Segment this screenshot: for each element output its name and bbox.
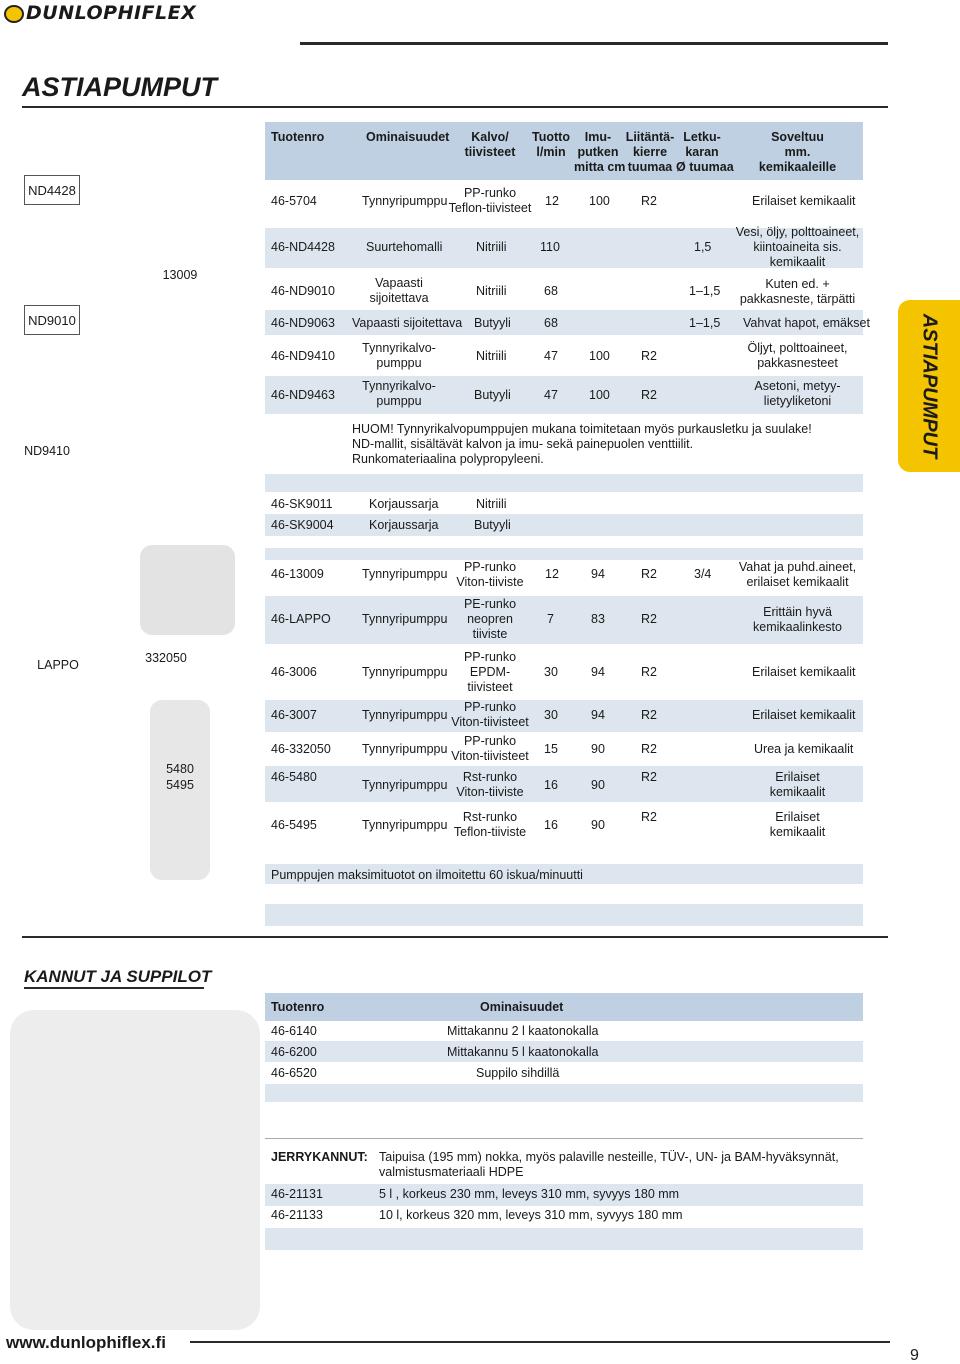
cell-kalvo: PP-runko EPDM- tiivisteet xyxy=(463,650,517,694)
cell-om: Mittakannu 2 l kaatonokalla xyxy=(447,1024,599,1038)
cell-soveltuu: Erilaiset kemikaalit xyxy=(769,770,826,799)
cell-nro: 46-ND4428 xyxy=(271,240,335,254)
col-kalvo: Kalvo/ tiivisteet xyxy=(464,130,516,159)
cell-om: Tynnyripumppu xyxy=(362,742,448,756)
cell-kalvo: Nitriili xyxy=(476,240,507,254)
cell-tuotto: 68 xyxy=(544,316,558,330)
cell-imu: 94 xyxy=(591,665,605,679)
cell-nro: 46-ND9063 xyxy=(271,316,335,330)
model-label-13009: 13009 xyxy=(162,268,198,282)
cell-soveltuu: Erilaiset kemikaalit xyxy=(752,194,856,208)
col-tuotenro: Tuotenro xyxy=(271,130,325,144)
cell-tuotto: 47 xyxy=(544,388,558,402)
cell-nro: 46-5480 xyxy=(271,770,317,784)
cell-soveltuu: Erittäin hyvä kemikaalinkesto xyxy=(753,605,842,634)
cell-kierre: R2 xyxy=(641,708,657,722)
cell-imu: 100 xyxy=(589,349,610,363)
cell-letku: 1–1,5 xyxy=(689,284,721,298)
cell-nro: 46-6140 xyxy=(271,1024,317,1038)
cell-soveltuu: Erilaiset kemikaalit xyxy=(752,665,856,679)
header-rule xyxy=(300,42,888,45)
row-band xyxy=(265,904,863,926)
cell-nro: 46-332050 xyxy=(271,742,331,756)
cell-letku: 1–1,5 xyxy=(689,316,721,330)
cell-om: Suppilo sihdillä xyxy=(476,1066,560,1080)
cell-soveltuu: Vahvat hapot, emäkset xyxy=(743,316,870,330)
cell-tuotto: 16 xyxy=(544,778,558,792)
jerry-description: Taipuisa (195 mm) nokka, myös palaville nesteille, TÜV-, UN- ja BAM-hyväksynnät, valmistusmateriaali HDPE xyxy=(379,1150,839,1179)
jerry-rule xyxy=(265,1138,863,1139)
col-imu: Imu- putken mitta cm xyxy=(574,130,626,174)
cell-kierre: R2 xyxy=(641,742,657,756)
cell-nro: 46-13009 xyxy=(271,567,324,581)
cell-nro: 46-LAPPO xyxy=(271,612,331,626)
cell-kalvo: PP-runko Viton-tiiviste xyxy=(456,560,524,589)
cell-soveltuu: Urea ja kemikaalit xyxy=(754,742,854,756)
cell-tuotto: 110 xyxy=(540,240,560,254)
cell-kalvo: Nitriili xyxy=(476,284,507,298)
cell-tuotto: 30 xyxy=(544,665,558,679)
cell-nro: 46-ND9463 xyxy=(271,388,335,402)
jerry-label: JERRYKANNUT: xyxy=(271,1150,368,1164)
note-huom: HUOM! Tynnyrikalvopumppujen mukana toimitetaan myös purkausletku ja suulake! ND-mallit, sisältävät kalvon ja imu- sekä painepuolen venttiilit. Runkomateriaalina polypropyleeni. xyxy=(352,422,812,466)
cell-om: Tynnyripumppu xyxy=(362,612,448,626)
cell-nro: 46-21133 xyxy=(271,1208,323,1222)
cell-om: Mittakannu 5 l kaatonokalla xyxy=(447,1045,599,1059)
cell-nro: 46-3007 xyxy=(271,708,317,722)
model-box-nd4428: ND4428 xyxy=(24,175,80,205)
cell-tuotto: 68 xyxy=(544,284,558,298)
col-soveltuu: Soveltuu mm. kemikaaleille xyxy=(758,130,837,174)
col-ominaisuudet: Ominaisuudet xyxy=(366,130,450,144)
cell-nro: 46-3006 xyxy=(271,665,317,679)
cell-imu: 100 xyxy=(589,194,610,208)
cell-nro: 46-5704 xyxy=(271,194,317,208)
cell-kierre: R2 xyxy=(641,665,657,679)
cell-om: Tynnyripumppu xyxy=(362,194,448,208)
model-label-lappo: LAPPO xyxy=(37,658,79,672)
cell-om: Tynnyripumppu xyxy=(362,665,448,679)
cell-imu: 83 xyxy=(591,612,605,626)
cell-om: Korjaussarja xyxy=(369,518,439,532)
cell-kierre: R2 xyxy=(641,349,657,363)
cell-kalvo: Rst-runko Teflon-tiiviste xyxy=(453,810,527,839)
cell-kierre: R2 xyxy=(641,612,657,626)
cell-soveltuu: Vahat ja puhd.aineet, erilaiset kemikaalit xyxy=(738,560,857,589)
cell-letku: 3/4 xyxy=(694,567,712,581)
col-ominaisuudet: Ominaisuudet xyxy=(480,1000,564,1014)
cell-om: Vapaasti sijoitettava xyxy=(369,276,429,305)
cell-kalvo: Butyyli xyxy=(474,518,511,532)
cell-tuotto: 30 xyxy=(544,708,558,722)
cell-kalvo: Butyyli xyxy=(474,388,511,402)
logo-emblem-icon xyxy=(4,5,24,23)
brand-logo: DUNLOPHIFLEX xyxy=(26,2,197,24)
model-label-nd9410: ND9410 xyxy=(24,444,70,458)
cell-letku: 1,5 xyxy=(694,240,712,254)
section-title-kannut: KANNUT JA SUPPILOT xyxy=(24,967,212,986)
cell-nro: 46-6520 xyxy=(271,1066,317,1080)
cell-soveltuu: Asetoni, metyy- lietyyliketoni xyxy=(754,379,841,408)
section-title-rule xyxy=(24,987,204,989)
canister-image-placeholder xyxy=(10,1010,260,1330)
cell-kalvo: PP-runko Viton-tiivisteet xyxy=(451,700,529,729)
cell-nro: 46-6200 xyxy=(271,1045,317,1059)
model-label-5495: 5495 xyxy=(166,778,194,792)
row-band xyxy=(265,474,863,492)
cell-kierre: R2 xyxy=(641,810,657,824)
cell-soveltuu: Erilaiset kemikaalit xyxy=(752,708,856,722)
model-label-332050: 332050 xyxy=(145,651,187,665)
section-side-tab: ASTIAPUMPUT xyxy=(898,300,960,472)
cell-kierre: R2 xyxy=(641,194,657,208)
cell-kierre: R2 xyxy=(641,388,657,402)
cell-om: 5 l , korkeus 230 mm, leveys 310 mm, syvyys 180 mm xyxy=(379,1187,680,1201)
cell-kalvo: PP-runko Teflon-tiivisteet xyxy=(448,186,532,215)
cell-tuotto: 47 xyxy=(544,349,558,363)
cell-om: 10 l, korkeus 320 mm, leveys 310 mm, syvyys 180 mm xyxy=(379,1208,683,1222)
cell-nro: 46-SK9004 xyxy=(271,518,334,532)
cell-om: Tynnyripumppu xyxy=(362,708,448,722)
cell-kalvo: Butyyli xyxy=(474,316,511,330)
cell-om: Tynnyripumppu xyxy=(362,778,448,792)
footer-rule xyxy=(190,1341,890,1343)
model-label-5480: 5480 xyxy=(166,762,194,776)
page-number: 9 xyxy=(910,1347,919,1364)
cell-om: Korjaussarja xyxy=(369,497,439,511)
cell-om: Tynnyripumppu xyxy=(362,818,448,832)
cell-tuotto: 16 xyxy=(544,818,558,832)
table-header xyxy=(265,993,863,1021)
col-liitanta: Liitäntä- kierre tuumaa xyxy=(625,130,675,174)
cell-nro: 46-ND9410 xyxy=(271,349,335,363)
cell-kalvo: Rst-runko Viton-tiiviste xyxy=(456,770,524,799)
cell-om: Tynnyripumppu xyxy=(362,567,448,581)
cell-nro: 46-ND9010 xyxy=(271,284,335,298)
cell-imu: 94 xyxy=(591,567,605,581)
col-letku: Letku- karan Ø tuumaa xyxy=(676,130,734,174)
cell-kalvo: PE-runko neopren tiiviste xyxy=(463,597,517,641)
page-title: ASTIAPUMPUT xyxy=(22,72,217,102)
cell-tuotto: 15 xyxy=(544,742,558,756)
row-band xyxy=(265,1084,863,1102)
cell-om: Suurtehomalli xyxy=(366,240,443,254)
cell-kierre: R2 xyxy=(641,770,657,784)
col-tuotto: Tuotto l/min xyxy=(532,130,570,159)
cell-imu: 90 xyxy=(591,818,605,832)
cell-tuotto: 7 xyxy=(547,612,554,626)
model-box-nd9010: ND9010 xyxy=(24,305,80,335)
cell-om: Tynnyrikalvo- pumppu xyxy=(362,379,436,408)
note-max-output: Pumppujen maksimituotot on ilmoitettu 60 iskua/minuutti xyxy=(271,868,583,882)
cell-om: Vapaasti sijoitettava xyxy=(352,316,463,330)
section-rule xyxy=(22,936,888,938)
row-band xyxy=(265,1228,863,1250)
website-link[interactable]: www.dunlophiflex.fi xyxy=(6,1333,166,1352)
cell-kalvo: Nitriili xyxy=(476,349,507,363)
cell-imu: 90 xyxy=(591,742,605,756)
cell-tuotto: 12 xyxy=(545,567,559,581)
title-rule xyxy=(22,106,888,108)
cell-tuotto: 12 xyxy=(545,194,559,208)
cell-kierre: R2 xyxy=(641,567,657,581)
cell-nro: 46-5495 xyxy=(271,818,317,832)
cell-om: Tynnyrikalvo- pumppu xyxy=(362,341,436,370)
pump-image-placeholder xyxy=(140,545,235,635)
cell-nro: 46-21131 xyxy=(271,1187,323,1201)
cell-soveltuu: Vesi, öljy, polttoaineet, kiintoaineita sis. kemikaalit xyxy=(735,225,860,269)
cell-kalvo: PP-runko Viton-tiivisteet xyxy=(451,734,529,763)
cell-imu: 100 xyxy=(589,388,610,402)
cell-imu: 90 xyxy=(591,778,605,792)
cell-soveltuu: Erilaiset kemikaalit xyxy=(769,810,826,839)
col-tuotenro: Tuotenro xyxy=(271,1000,325,1014)
cell-imu: 94 xyxy=(591,708,605,722)
cell-nro: 46-SK9011 xyxy=(271,497,333,511)
cell-soveltuu: Öljyt, polttoaineet, pakkasnesteet xyxy=(747,341,848,370)
cell-soveltuu: Kuten ed. + pakkasneste, tärpätti xyxy=(739,277,856,306)
cell-kalvo: Nitriili xyxy=(476,497,507,511)
row-band xyxy=(265,548,863,560)
row-band xyxy=(265,514,863,536)
